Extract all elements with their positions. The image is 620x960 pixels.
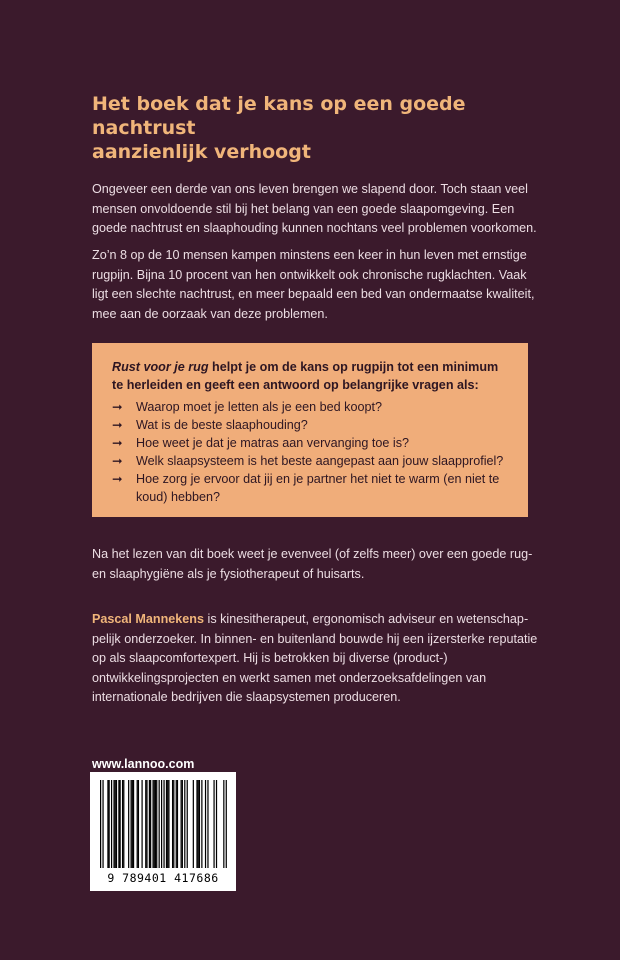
- barcode-bar: [184, 780, 185, 868]
- list-item: [112, 416, 508, 434]
- list-item: [112, 434, 508, 452]
- barcode-bar: [122, 780, 123, 868]
- barcode-bar: [137, 780, 138, 868]
- headline-line-2: aanzienlijk verhoogt: [92, 141, 311, 163]
- barcode-bar: [216, 780, 217, 868]
- barcode-bar: [205, 780, 206, 868]
- arrow-right-icon: ➞: [112, 418, 123, 432]
- question-text: Welk slaapsysteem is het beste aangepast aan jouw slaapprofiel?: [136, 454, 504, 468]
- barcode-bar: [118, 780, 119, 868]
- barcode-bar: [223, 780, 224, 868]
- conclusion-paragraph: Na het lezen van dit boek weet je evenveel (of zelfs meer) over een goede rug- en slaaphygiëne als je fysiotherapeut of huisarts.: [92, 547, 533, 581]
- barcode-bar: [177, 780, 178, 868]
- isbn-number: 9 789401 417686: [107, 871, 219, 885]
- arrow-right-icon: ➞: [112, 454, 123, 468]
- barcode-bar: [109, 780, 110, 868]
- barcode-bar: [107, 780, 108, 868]
- barcode-bar: [133, 780, 134, 868]
- barcode-bar: [150, 780, 151, 868]
- barcode-bar: [102, 780, 103, 868]
- barcode-bar: [187, 780, 188, 868]
- barcode-bar: [145, 780, 146, 868]
- back-pain-paragraph: Zo’n 8 op de 10 mensen kampen minstens een keer in hun leven met ernstige rugpijn. Bijna 10 procent van hen ontwikkelt ook chronische rugklachten. Vaak ligt een slechte nachtrust, en meer bepaald een bed van ondermaatse kwaliteit, mee aan de oorzaak van deze problemen.: [92, 248, 535, 321]
- barcode-bar: [138, 780, 139, 868]
- barcode-bar: [159, 780, 160, 868]
- barcode-bar: [120, 780, 121, 868]
- barcode-bar: [176, 780, 177, 868]
- arrow-right-icon: ➞: [112, 472, 123, 486]
- barcode-bar: [166, 780, 167, 868]
- barcode-bar: [207, 780, 208, 868]
- barcode-bar: [111, 780, 112, 868]
- question-text: Waarop moet je letten als je een bed koopt?: [136, 400, 382, 414]
- barcode-bar: [199, 780, 200, 868]
- arrow-right-icon: ➞: [112, 436, 123, 450]
- barcode-bar: [181, 780, 182, 868]
- barcode-bar: [154, 780, 155, 868]
- intro-paragraph: Ongeveer een derde van ons leven brengen we slapend door. Toch staan veel mensen onvoldoende stil bij het belang van een goede slaapomgeving. Een goede nachtrust en slaaphouding kunnen nochtans veel problemen voorkomen.: [92, 182, 537, 235]
- author-bio-text: is kinesitherapeut, ergonomisch adviseur en wetenschap-pelijk onderzoeker. In binnen- en buitenland bouwde hij een ijzersterke reputatie op als slaapcomfortexpert. Hij is betrokken bij diverse (product-) ontwikkelingsprojecten en werkt samen met onderzoeksafdelingen van internationale bedrijven die slaapsystemen produceren.: [92, 612, 538, 704]
- barcode-bar: [173, 780, 174, 868]
- list-item: [112, 398, 508, 416]
- barcode-bar: [163, 780, 164, 868]
- barcode-bar: [167, 780, 168, 868]
- isbn-barcode: [90, 772, 236, 891]
- barcode-bar: [141, 780, 142, 868]
- barcode-bar: [128, 780, 129, 868]
- barcode-bar: [201, 780, 202, 868]
- question-text: Wat is de beste slaaphouding?: [136, 418, 308, 432]
- headline-line-1: Het boek dat je kans op een goede nachtrust: [92, 93, 466, 139]
- barcode-bar: [196, 780, 197, 868]
- list-item: [112, 470, 508, 506]
- barcode-bar: [161, 780, 162, 868]
- barcode-bar: [156, 780, 157, 868]
- barcode-bar: [213, 780, 214, 868]
- question-text: Hoe zorg je ervoor dat jij en je partner het niet te warm (en niet te koud) hebben?: [136, 472, 500, 504]
- barcode-bar: [146, 780, 147, 868]
- highlight-box: [92, 343, 528, 517]
- barcode-bar: [116, 780, 117, 868]
- author-name: Pascal Mannekens: [92, 612, 205, 626]
- barcode-bars: [90, 772, 236, 872]
- arrow-right-icon: ➞: [112, 400, 123, 414]
- barcode-bar: [226, 780, 227, 868]
- barcode-bar: [113, 780, 114, 868]
- barcode-bar: [193, 780, 194, 868]
- barcode-bar: [168, 780, 169, 868]
- book-title: Rust voor je rug: [112, 360, 209, 374]
- barcode-bar: [115, 780, 116, 868]
- highlight-intro: [112, 358, 508, 394]
- barcode-bar: [123, 780, 124, 868]
- barcode-bar: [149, 780, 150, 868]
- publisher-website-link[interactable]: www.lannoo.com: [92, 757, 195, 771]
- question-text: Hoe weet je dat je matras aan vervanging toe is?: [136, 436, 410, 450]
- barcode-bar: [131, 780, 132, 868]
- barcode-bar: [198, 780, 199, 868]
- question-list: [112, 398, 508, 506]
- barcode-bar: [152, 780, 153, 868]
- back-cover-headline: [92, 92, 552, 164]
- barcode-bar: [155, 780, 156, 868]
- barcode-bar: [100, 780, 101, 868]
- author-bio: [92, 610, 542, 708]
- list-item: [112, 452, 508, 470]
- barcode-bar: [182, 780, 183, 868]
- highlight-intro-text: helpt je om de kans op rugpijn tot een minimum te herleiden en geeft een antwoord op belangrijke vragen als:: [112, 360, 499, 392]
- barcode-bar: [172, 780, 173, 868]
- barcode-bar: [132, 780, 133, 868]
